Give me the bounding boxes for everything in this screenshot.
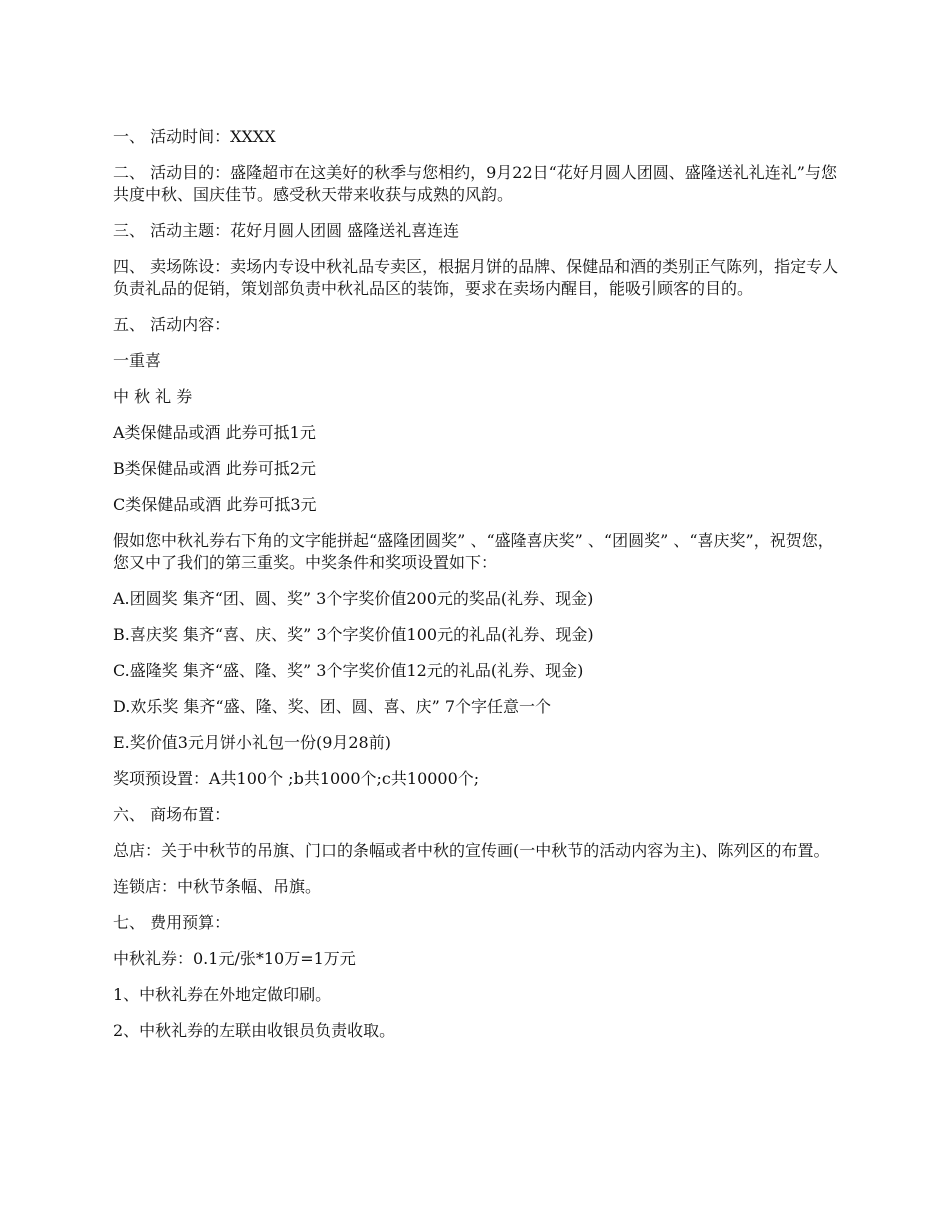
head-store-layout: 总店：关于中秋节的吊旗、门口的条幅或者中秋的宣传画(一中秋节的活动内容为主)、陈列区的布置。: [113, 841, 830, 860]
activity-time: 一、 活动时间：XXXX: [113, 127, 276, 146]
coupon-c: C类保健品或酒 此券可抵3元: [113, 495, 317, 514]
first-surprise: 一重喜: [113, 351, 162, 370]
activity-theme: 三、 活动主题：花好月圆人团圆 盛隆送礼喜连连: [113, 221, 460, 240]
activity-content-heading: 五、 活动内容：: [113, 315, 231, 334]
coupon-cost: 中秋礼券：0.1元/张*10万=1万元: [113, 949, 356, 968]
prize-d: D.欢乐奖 集齐“盛、隆、奖、团、圆、喜、庆” 7个字任意一个: [113, 697, 552, 716]
prize-intro: 假如您中秋礼券右下角的文字能拼起“盛隆团圆奖” 、“盛隆喜庆奖” 、“团圆奖” 、“喜庆奖”，祝贺您，您又中了我们的第三重奖。中奖条件和奖项设置如下：: [113, 531, 834, 572]
coupon-printing-note: 1、中秋礼券在外地定做印刷。: [113, 985, 332, 1004]
budget-heading: 七、 费用预算：: [113, 913, 231, 932]
coupon-title: 中 秋 礼 券: [113, 387, 193, 406]
prize-c: C.盛隆奖 集齐“盛、隆、奖” 3个字奖价值12元的礼品(礼券、现金): [113, 661, 584, 680]
coupon-a: A类保健品或酒 此券可抵1元: [113, 423, 316, 442]
activity-purpose: 二、 活动目的：盛隆超市在这美好的秋季与您相约，9月22日“花好月圆人团圆、盛隆送礼礼连礼”与您共度中秋、国庆佳节。感受秋天带来收获与成熟的风韵。: [113, 163, 837, 204]
prize-e: E.奖价值3元月饼小礼包一份(9月28前): [113, 733, 391, 752]
store-layout-heading: 六、 商场布置：: [113, 805, 231, 824]
prize-quota: 奖项预设置：A共100个 ;b共1000个;c共10000个;: [113, 769, 480, 788]
document-body: [113, 126, 843, 1056]
store-display: 四、 卖场陈设：卖场内专设中秋礼品专卖区，根据月饼的品牌、保健品和酒的类别正气陈列，指定专人负责礼品的促销，策划部负责中秋礼品区的装饰，要求在卖场内醒目，能吸引顾客的目的。: [113, 257, 839, 298]
chain-store-layout: 连锁店：中秋节条幅、吊旗。: [113, 877, 322, 896]
coupon-b: B类保健品或酒 此券可抵2元: [113, 459, 317, 478]
coupon-collection-note: 2、中秋礼券的左联由收银员负责收取。: [113, 1021, 396, 1040]
prize-a: A.团圆奖 集齐“团、圆、奖” 3个字奖价值200元的奖品(礼券、现金): [113, 589, 594, 608]
prize-b: B.喜庆奖 集齐“喜、庆、奖” 3个字奖价值100元的礼品(礼券、现金): [113, 625, 594, 644]
